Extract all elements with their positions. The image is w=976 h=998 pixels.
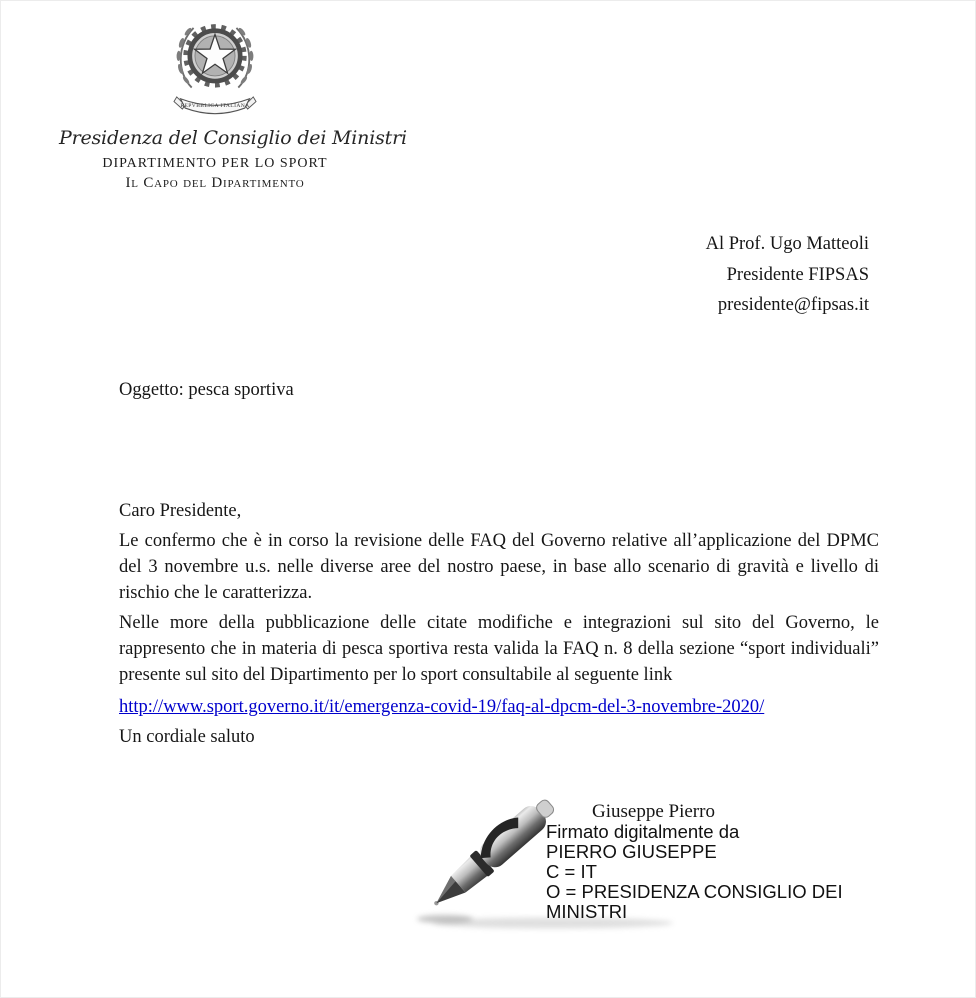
recipient-block: [706, 229, 869, 321]
recipient-email: presidente@fipsas.it: [717, 295, 869, 315]
faq-link[interactable]: http://www.sport.governo.it/it/emergenza-covid-19/faq-al-dpcm-del-3-novembre-2020/: [119, 697, 765, 717]
department-title: DIPARTIMENTO PER LO SPORT: [102, 156, 328, 171]
paragraph-1: Le confermo che è in corso la revisione delle FAQ del Governo relative all’applicazione del DPMC del 3 novembre u.s. nelle diverse aree del nostro paese, in base allo scenario di gravità e livello di rischio che le caratterizza.: [119, 531, 879, 603]
institution-script-title: Presidenza del Consiglio dei Ministri: [59, 127, 407, 149]
office-title: Il Capo del Dipartimento: [125, 175, 305, 191]
emblem-banner-text: REPVBBLICA ITALIANA: [180, 103, 250, 110]
letter-body: [119, 498, 879, 750]
signature-line-1: Firmato digitalmente da: [546, 821, 740, 842]
signature-line-3: C = IT: [546, 861, 597, 882]
italian-republic-emblem-icon: [154, 13, 276, 123]
signer-name: Giuseppe Pierro: [592, 801, 715, 822]
signature-line-2: PIERRO GIUSEPPE: [546, 841, 717, 862]
letterhead: [59, 13, 407, 192]
signature-block: [403, 789, 883, 949]
digital-signature-details: [546, 802, 882, 922]
subject-line: Oggetto: pesca sportiva: [119, 380, 294, 400]
salutation: Caro Presidente,: [119, 501, 242, 521]
closing-line: Un cordiale saluto: [119, 727, 255, 747]
link-line: [119, 694, 879, 720]
signature-line-4: O = PRESIDENZA CONSIGLIO DEI MINISTRI: [546, 881, 843, 922]
paragraph-2: Nelle more della pubblicazione delle citate modifiche e integrazioni sul sito del Governo, le rappresento che in materia di pesca sportiva resta valida la FAQ n. 8 della sezione “sport individuali” presente sul sito del Dipartimento per lo sport consultabile al seguente link: [119, 613, 879, 685]
recipient-name: Al Prof. Ugo Matteoli: [705, 234, 869, 254]
recipient-role: Presidente FIPSAS: [726, 264, 869, 285]
